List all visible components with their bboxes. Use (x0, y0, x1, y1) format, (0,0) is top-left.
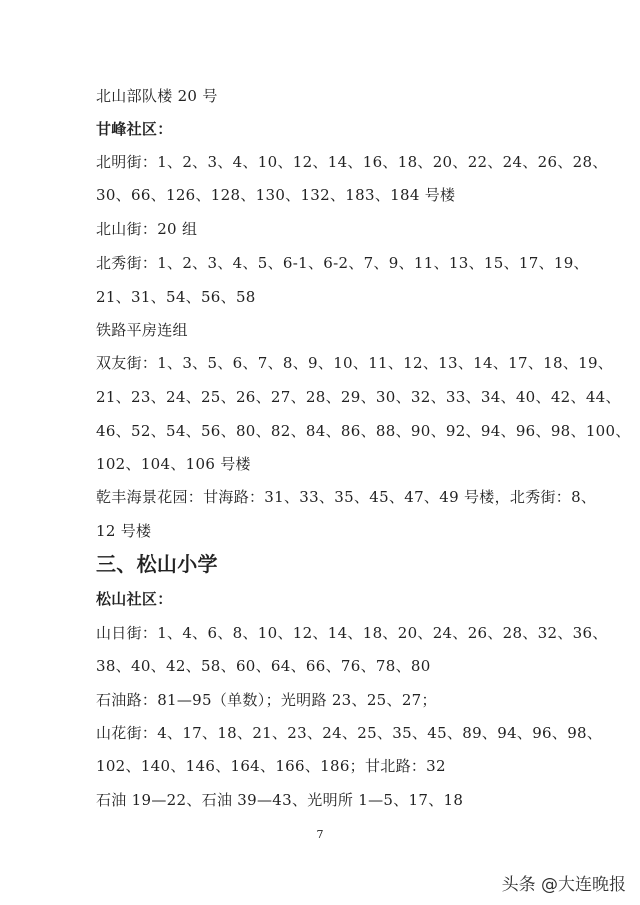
text-line: 石油 19—22、石油 39—43、光明所 1—5、17、18 (96, 791, 464, 809)
text-line: 38、40、42、58、60、64、66、76、78、80 (96, 657, 431, 675)
text-line: 石油路：81—95（单数）；光明路 23、25、27； (96, 691, 437, 709)
text-line: 北秀街：1、2、3、4、5、6-1、6-2、7、9、11、13、15、17、19、 (96, 254, 589, 272)
text-line: 双友街：1、3、5、6、7、8、9、10、11、12、13、14、17、18、19、 (96, 354, 614, 372)
text-line: 山日街：1、4、6、8、10、12、14、18、20、24、26、28、32、36、 (96, 624, 608, 642)
community-heading-songshan: 松山社区： (96, 590, 173, 608)
text-line: 46、52、54、56、80、82、84、86、88、90、92、94、96、98、100、 (96, 422, 631, 440)
text-line: 21、23、24、25、26、27、28、29、30、32、33、34、40、42、44、 (96, 388, 621, 406)
text-line: 铁路平房连组 (96, 321, 188, 339)
text-line: 北明街：1、2、3、4、10、12、14、16、18、20、22、24、26、28、 (96, 153, 608, 171)
text-line: 北山街：20 组 (96, 220, 198, 238)
text-line: 乾丰海景花园：甘海路：31、33、35、45、47、49 号楼，北秀街：8、 (96, 488, 597, 506)
text-line: 山花街：4、17、18、21、23、24、25、35、45、89、94、96、98、 (96, 724, 603, 742)
text-line: 21、31、54、56、58 (96, 288, 256, 306)
text-line: 12 号楼 (96, 522, 152, 540)
community-heading-ganfeng: 甘峰社区： (96, 120, 173, 138)
text-line: 30、66、126、128、130、132、183、184 号楼 (96, 186, 456, 204)
text-line: 102、104、106 号楼 (96, 455, 251, 473)
watermark: 头条 @大连晚报 (501, 875, 626, 895)
page-number: 7 (316, 828, 324, 841)
text-line: 102、140、146、164、166、186；甘北路：32 (96, 757, 446, 775)
text-line: 北山部队楼 20 号 (96, 87, 218, 105)
section-heading-songshan-school: 三、松山小学 (96, 552, 218, 576)
